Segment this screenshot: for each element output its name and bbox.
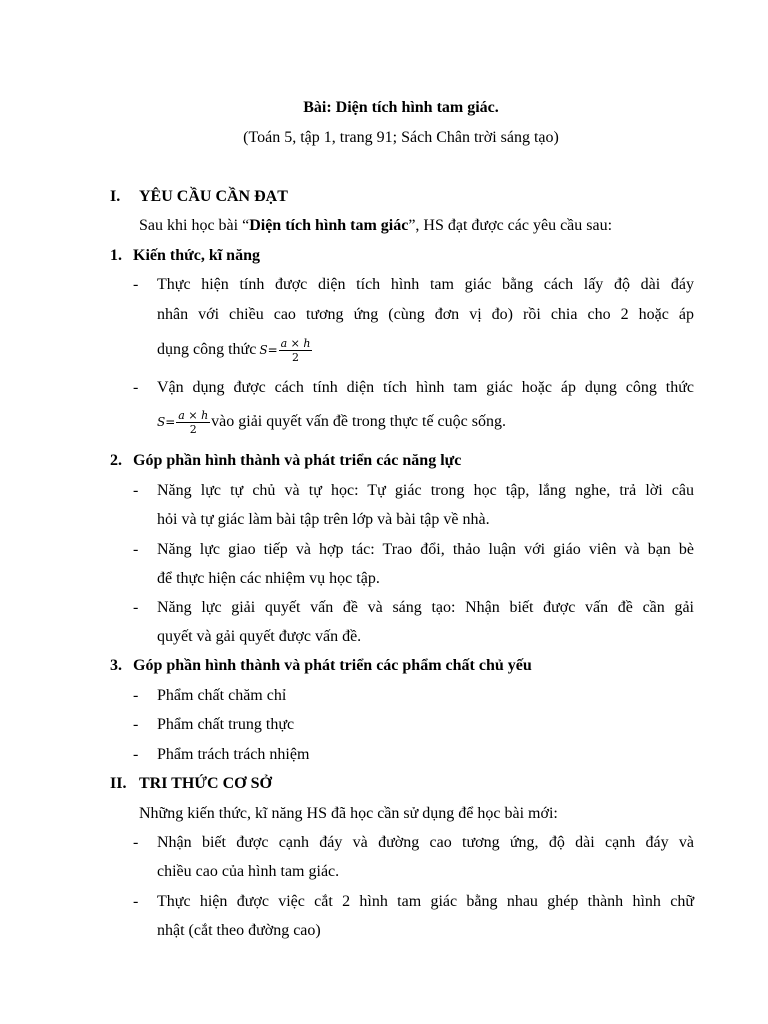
subsection-3-number: 3. <box>110 657 122 674</box>
formula-lhs: S <box>259 342 268 357</box>
area-formula <box>259 337 313 364</box>
area-formula <box>157 409 211 436</box>
competency-bullet-3-line-1: Năng lực giải quyết vấn đề và sáng tạo: Nhận biết được vấn đề cần gải <box>157 599 694 616</box>
formula-lhs: S <box>157 414 166 429</box>
subsection-1-heading: Kiến thức, kĩ năng <box>133 247 260 264</box>
formula-equals: = <box>165 414 176 429</box>
quality-bullet-3: Phẩm trách trách nhiệm <box>157 746 310 763</box>
bullet-dash: - <box>133 599 139 616</box>
section-2-roman: II. <box>110 775 127 792</box>
bullet-dash: - <box>133 893 139 910</box>
formula-trail-text: vào giải quyết vấn đề trong thực tế cuộc sống. <box>211 413 506 430</box>
intro-text-post: ”, HS đạt được các yêu cầu sau: <box>408 217 613 234</box>
formula-numerator: a × h <box>280 336 311 350</box>
formula-fraction <box>279 337 313 364</box>
document-subtitle: (Toán 5, tập 1, trang 91; Sách Chân trời sáng tạo) <box>243 129 559 146</box>
formula-denominator: 2 <box>189 422 197 436</box>
section-2-heading: TRI THỨC CƠ SỞ <box>139 775 272 792</box>
bullet-dash: - <box>133 834 139 851</box>
formula-numerator: a × h <box>178 408 209 422</box>
competency-bullet-1-line-1: Năng lực tự chủ và tự học: Tự giác trong học tập, lắng nghe, trả lời câu <box>157 482 694 499</box>
bullet-dash: - <box>133 541 139 558</box>
prior-knowledge-bullet-2-line-1: Thực hiện được việc cắt 2 hình tam giác bằng nhau ghép thành hình chữ <box>157 893 694 910</box>
formula-equals: = <box>267 342 278 357</box>
subsection-3-heading: Góp phần hình thành và phát triển các phẩm chất chủ yếu <box>133 657 532 674</box>
subsection-2-number: 2. <box>110 452 122 469</box>
bullet-dash: - <box>133 379 139 396</box>
formula-fraction <box>176 409 210 436</box>
competency-bullet-3-line-2: quyết và gải quyết được vấn đề. <box>157 628 362 645</box>
prior-knowledge-bullet-2-line-2: nhật (cắt theo đường cao) <box>157 922 321 939</box>
competency-bullet-2-line-1: Năng lực giao tiếp và hợp tác: Trao đổi, thảo luận với giáo viên và bạn bè <box>157 541 694 558</box>
section-1-heading: YÊU CẦU CẦN ĐẠT <box>139 188 288 205</box>
competency-bullet-1-line-2: hỏi và tự giác làm bài tập trên lớp và bài tập về nhà. <box>157 511 490 528</box>
knowledge-bullet-2-line-1: Vận dụng được cách tính diện tích hình tam giác hoặc áp dụng công thức <box>157 379 694 396</box>
competency-bullet-2-line-2: để thực hiện các nhiệm vụ học tập. <box>157 570 380 587</box>
quality-bullet-2: Phẩm chất trung thực <box>157 716 295 733</box>
knowledge-bullet-1-line-1: Thực hiện tính được diện tích hình tam giác bằng cách lấy độ dài đáy <box>157 276 694 293</box>
intro-lesson-name: Diện tích hình tam giác <box>249 217 409 234</box>
knowledge-bullet-1-line-3 <box>157 334 313 366</box>
formula-denominator: 2 <box>292 350 300 364</box>
knowledge-bullet-1-line-2: nhân với chiều cao tương ứng (cùng đơn vị đo) rồi chia cho 2 hoặc áp <box>157 306 694 323</box>
subsection-1-number: 1. <box>110 247 122 264</box>
section-2-intro: Những kiến thức, kĩ năng HS đã học cần sử dụng để học bài mới: <box>139 805 558 822</box>
section-1-intro <box>139 215 612 237</box>
bullet-dash: - <box>133 482 139 499</box>
prior-knowledge-bullet-1-line-1: Nhận biết được cạnh đáy và đường cao tương ứng, độ dài cạnh đáy và <box>157 834 694 851</box>
intro-text-pre: Sau khi học bài “ <box>139 217 250 234</box>
quality-bullet-1: Phẩm chất chăm chỉ <box>157 687 287 704</box>
prior-knowledge-bullet-1-line-2: chiều cao của hình tam giác. <box>157 863 340 880</box>
knowledge-bullet-2-line-2 <box>157 405 506 439</box>
subsection-2-heading: Góp phần hình thành và phát triển các năng lực <box>133 452 462 469</box>
bullet-dash: - <box>133 276 139 293</box>
formula-lead-text: dụng công thức <box>157 341 257 358</box>
document-title: Bài: Diện tích hình tam giác. <box>303 99 499 116</box>
section-1-roman: I. <box>110 188 121 205</box>
bullet-dash: - <box>133 746 139 763</box>
bullet-dash: - <box>133 687 139 704</box>
bullet-dash: - <box>133 716 139 733</box>
